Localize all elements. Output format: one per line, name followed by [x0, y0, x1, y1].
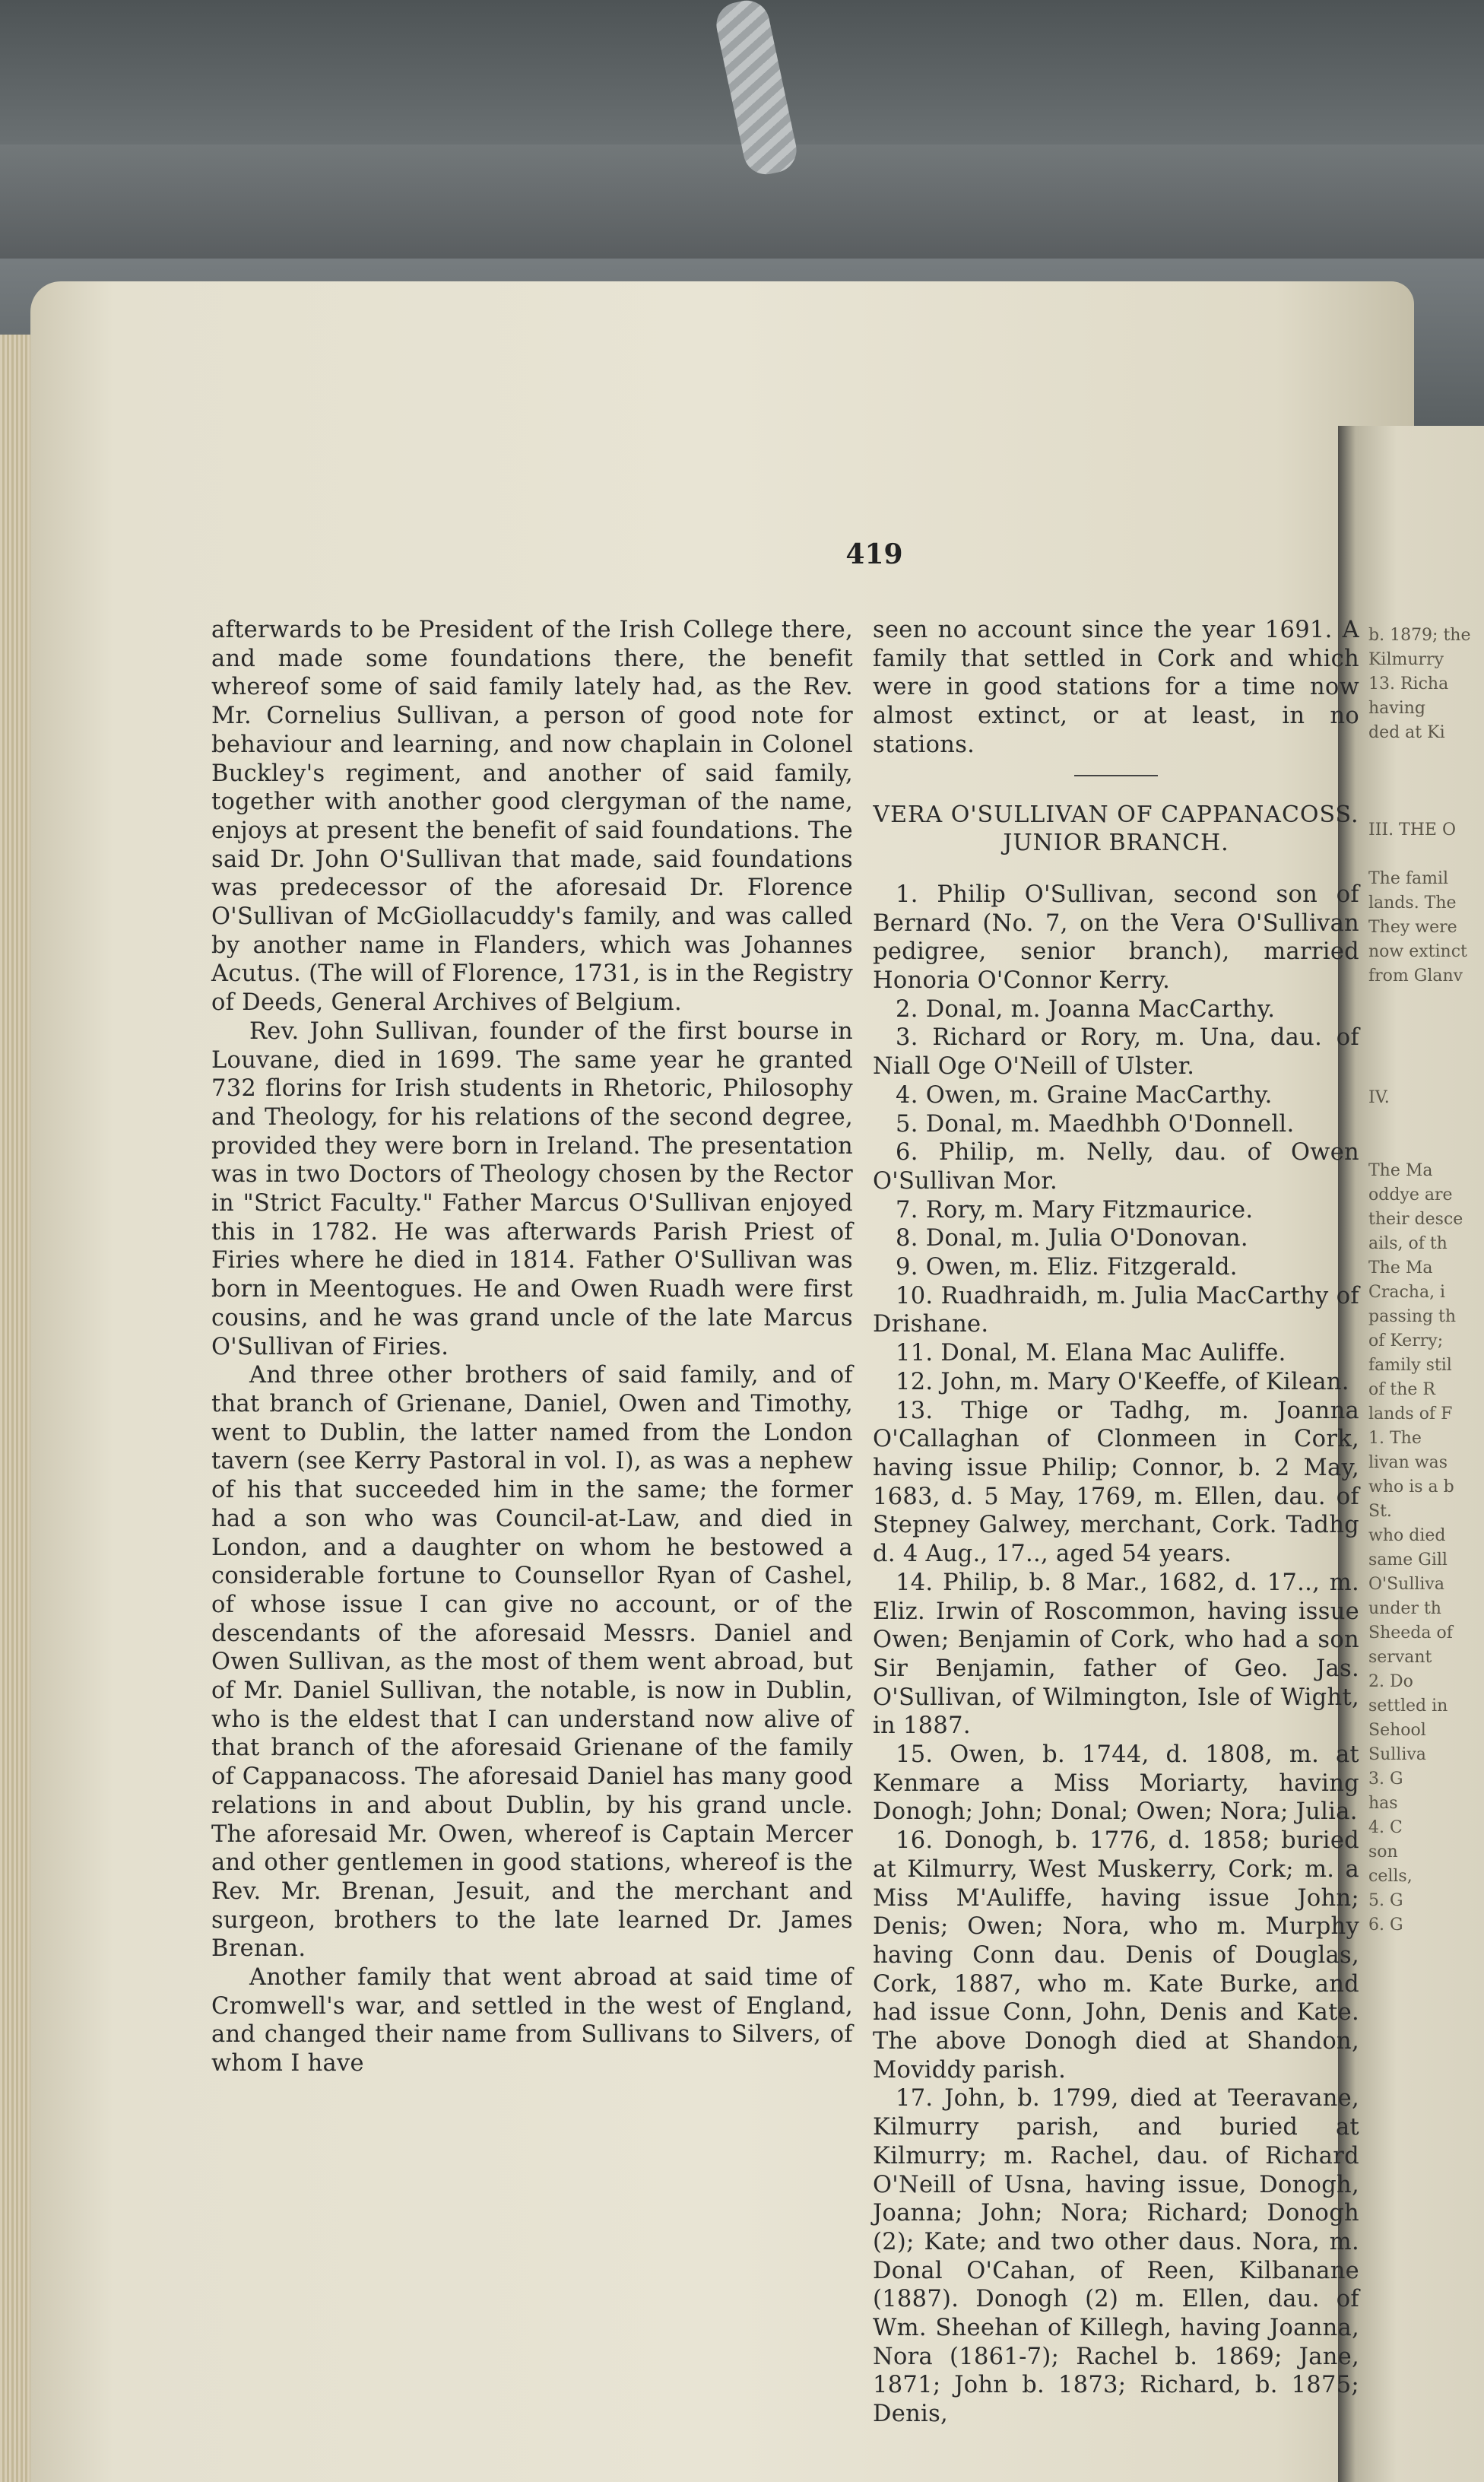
facing-page-line: IV.	[1368, 1088, 1390, 1107]
facing-page-line: St.	[1368, 1502, 1392, 1521]
facing-page-line: 2. Do	[1368, 1672, 1413, 1691]
facing-page-line: lands. The	[1368, 893, 1457, 912]
background-cloth-fold	[0, 144, 1484, 259]
pedigree-entry: 5. Donal, m. Maedhbh O'Donnell.	[896, 1110, 1295, 1138]
pedigree-entry: 1. Philip O'Sullivan, second son of Bernard (No. 7, on the Vera O'Sullivan pedigree, senior branch), married Honoria O'Connor Kerry.	[873, 881, 1359, 995]
facing-page-line: son	[1368, 1842, 1398, 1862]
facing-page-line: Sheeda of	[1368, 1623, 1453, 1642]
facing-page-line: who died	[1368, 1526, 1446, 1545]
facing-page-line: their desce	[1368, 1210, 1463, 1229]
left-column	[211, 616, 853, 2078]
divider-rule	[1074, 775, 1158, 776]
facing-page-line: III. THE O	[1368, 820, 1457, 840]
section-heading: VERA O'SULLIVAN OF CAPPANACOSS.	[873, 801, 1359, 828]
facing-page-line: servant	[1368, 1648, 1432, 1667]
facing-page-line: 13. Richa	[1368, 674, 1449, 694]
facing-page-line: passing th	[1368, 1307, 1457, 1326]
pedigree-entry: 16. Donogh, b. 1776, d. 1858; buried at Kilmurry, West Muskerry, Cork; m. a Miss M'Auliffe, having issue John; Denis; Owen; Nora, who m. Murphy having Conn dau. Denis of Douglas, Cork, 1887, who m. Kate Burke, and had issue Conn, John, Denis and Kate. The above Donogh died at Shandon, Moviddy parish.	[873, 1827, 1359, 2084]
facing-page-line: ails, of th	[1368, 1234, 1448, 1253]
pedigree-entry: 9. Owen, m. Eliz. Fitzgerald.	[896, 1254, 1238, 1281]
facing-page-line: ded at Ki	[1368, 723, 1445, 742]
facing-page-line	[1368, 843, 1482, 867]
facing-page-line: who is a b	[1368, 1477, 1454, 1496]
facing-page-line: under th	[1368, 1599, 1441, 1618]
facing-page-line: They were	[1368, 918, 1457, 937]
facing-page-line	[1368, 1013, 1482, 1037]
intro-paragraph: seen no account since the year 1691. A family that settled in Cork and which were in good stations for a time now almost extinct, or at least, in no stations.	[873, 617, 1359, 758]
right-column	[873, 616, 1359, 2429]
pedigree-entry: 7. Rory, m. Mary Fitzmaurice.	[896, 1196, 1254, 1224]
facing-page-line: cells,	[1368, 1867, 1413, 1886]
facing-page-line: The Ma	[1368, 1258, 1433, 1278]
paragraph: Rev. John Sullivan, founder of the first bourse in Louvane, died in 1699. The same year he granted 732 florins for Irish students in Rhetoric, Philosophy and Theology, for his relations of the second degree, provided they were born in Ireland. The presentation was in two Doctors of Theology chosen by the Rector in "Strict Faculty." Father Marcus O'Sullivan enjoyed this in 1782. He was afterwards Parish Priest of Firies where he died in 1814. Father O'Sullivan was born in Meentogues. He and Owen Ruadh were first cousins, and he was grand uncle of the late Marcus O'Sullivan of Firies.	[211, 1017, 853, 1360]
pedigree-entry: 4. Owen, m. Graine MacCarthy.	[896, 1081, 1273, 1109]
pedigree-entry: 15. Owen, b. 1744, d. 1808, m. at Kenmare a Miss Moriarty, having Donogh; John; Donal; Owen; Nora; Julia.	[873, 1741, 1359, 1826]
facing-page-line	[1368, 1062, 1482, 1086]
facing-page-line: b. 1879; the	[1368, 626, 1471, 645]
facing-page-line	[1368, 1135, 1482, 1159]
facing-page-line	[1368, 745, 1482, 770]
facing-page-line: family stil	[1368, 1356, 1452, 1375]
facing-page-fragments	[1368, 624, 1482, 1938]
facing-page-line: oddye are	[1368, 1185, 1453, 1204]
facing-page-line	[1368, 989, 1482, 1013]
facing-page-line: O'Sulliva	[1368, 1575, 1444, 1594]
facing-page-line: 1. The	[1368, 1429, 1422, 1448]
facing-page-line: same Gill	[1368, 1550, 1448, 1570]
facing-page-line: The famil	[1368, 869, 1449, 888]
facing-page-line: of the R	[1368, 1380, 1435, 1399]
facing-page-line: of Kerry;	[1368, 1331, 1444, 1350]
page-number: 419	[845, 538, 903, 570]
facing-page-line: lands of F	[1368, 1404, 1453, 1424]
pedigree-entry: 13. Thige or Tadhg, m. Joanna O'Callaghan of Clonmeen in Cork, having issue Philip; Connor, b. 2 May, 1683, d. 5 May, 1769, m. Ellen, dau. of Stepney Galwey, merchant, Cork. Tadhg d. 4 Aug., 17.., aged 54 years.	[873, 1397, 1359, 1568]
facing-page-line	[1368, 770, 1482, 794]
pedigree-entry: 10. Ruadhraidh, m. Julia MacCarthy of Drishane.	[873, 1282, 1359, 1338]
facing-page-line: livan was	[1368, 1453, 1448, 1472]
facing-page-line	[1368, 794, 1482, 818]
facing-page-line: 3. G	[1368, 1769, 1403, 1788]
pedigree-entry: 17. John, b. 1799, died at Teeravane, Kilmurry parish, and buried at Kilmurry; m. Rachel, dau. of Richard O'Neill of Usna, having issue, Donogh, Joanna; John; Nora; Richard; Donogh (2); Kate; and two other daus. Nora, m. Donal O'Cahan, of Reen, Kilbanane (1887). Donogh (2) m. Ellen, dau. of Wm. Sheehan of Killegh, having Joanna, Nora (1861-7); Rachel b. 1869; Jane, 1871; John b. 1873; Richard, b. 1875; Denis,	[873, 2085, 1359, 2428]
facing-page-line: 6. G	[1368, 1915, 1403, 1934]
facing-page-line	[1368, 1037, 1482, 1062]
facing-page-line: Kilmurry	[1368, 650, 1444, 669]
paragraph: afterwards to be President of the Irish College there, and made some foundations there, the benefit whereof some of said family lately had, as the Rev. Mr. Cornelius Sullivan, a person of good note for behaviour and learning, and now chaplain in Colonel Buckley's regiment, and another of said family, together with another good clergyman of the name, enjoys at present the benefit of said foundations. The said Dr. John O'Sullivan that made, said foundations was predecessor of the aforesaid Dr. Florence O'Sullivan of McGiollacuddy's family, and was called by another name in Flanders, which was Johannes Acutus. (The will of Florence, 1731, is in the Registry of Deeds, General Archives of Belgium.	[211, 617, 853, 1017]
facing-page-line: has	[1368, 1794, 1398, 1813]
facing-page-line: having	[1368, 699, 1426, 718]
pedigree-entry: 2. Donal, m. Joanna MacCarthy.	[896, 995, 1276, 1023]
facing-page-line: 4. C	[1368, 1818, 1403, 1837]
pedigree-entry: 8. Donal, m. Julia O'Donovan.	[896, 1225, 1248, 1252]
facing-page-line: Cracha, i	[1368, 1283, 1446, 1302]
facing-page-line: 5. G	[1368, 1891, 1403, 1910]
facing-page-line: settled in	[1368, 1696, 1448, 1716]
facing-page-line: Sulliva	[1368, 1745, 1426, 1764]
pedigree-entry: 6. Philip, m. Nelly, dau. of Owen O'Sullivan Mor.	[873, 1139, 1359, 1195]
facing-page-line	[1368, 1110, 1482, 1135]
paragraph: Another family that went abroad at said time of Cromwell's war, and settled in the west of England, and changed their name from Sullivans to Silvers, of whom I have	[211, 1964, 853, 2077]
facing-page-line: Sehool	[1368, 1721, 1426, 1740]
pedigree-entry: 3. Richard or Rory, m. Una, dau. of Niall Oge O'Neill of Ulster.	[873, 1024, 1359, 1081]
pedigree-entry: 14. Philip, b. 8 Mar., 1682, d. 17.., m. Eliz. Irwin of Roscommon, having issue Owen; Benjamin of Cork, who had a son Sir Benjamin, father of Geo. Jas. O'Sullivan, of Wilmington, Isle of Wight, in 1887.	[873, 1569, 1359, 1740]
facing-page-line: from Glanv	[1368, 966, 1463, 986]
facing-page-line: now extinct	[1368, 942, 1467, 961]
pedigree-entry: 12. John, m. Mary O'Keeffe, of Kilean.	[896, 1368, 1349, 1395]
section-subheading: JUNIOR BRANCH.	[1003, 830, 1229, 857]
paragraph: And three other brothers of said family, and of that branch of Grienane, Daniel, Owen and Timothy, went to Dublin, the latter named from the London tavern (see Kerry Pastoral in vol. I), as was a nephew of his that succeeded him in the same; the former had a son who was Council-at-Law, and died in London, and a daughter on whom he bestowed a considerable fortune to Counsellor Ryan of Cashel, of whose issue I can give no account, or of the descendants of the aforesaid Messrs. Daniel and Owen Sullivan, as the most of them went abroad, but of Mr. Daniel Sullivan, the notable, is now in Dublin, who is the eldest that I can understand now alive of that branch of the aforesaid Grienane of the family of Cappanacoss. The aforesaid Daniel has many good relations in and about Dublin, by his grand uncle. The aforesaid Mr. Owen, whereof is Captain Mercer and other gentlemen in good stations, whereof is the Rev. Mr. Brenan, Jesuit, and the merchant and surgeon, brothers to the late learned Dr. James Brenan.	[211, 1362, 853, 1963]
facing-page-line: The Ma	[1368, 1161, 1433, 1180]
pedigree-entry: 11. Donal, M. Elana Mac Auliffe.	[896, 1340, 1286, 1367]
